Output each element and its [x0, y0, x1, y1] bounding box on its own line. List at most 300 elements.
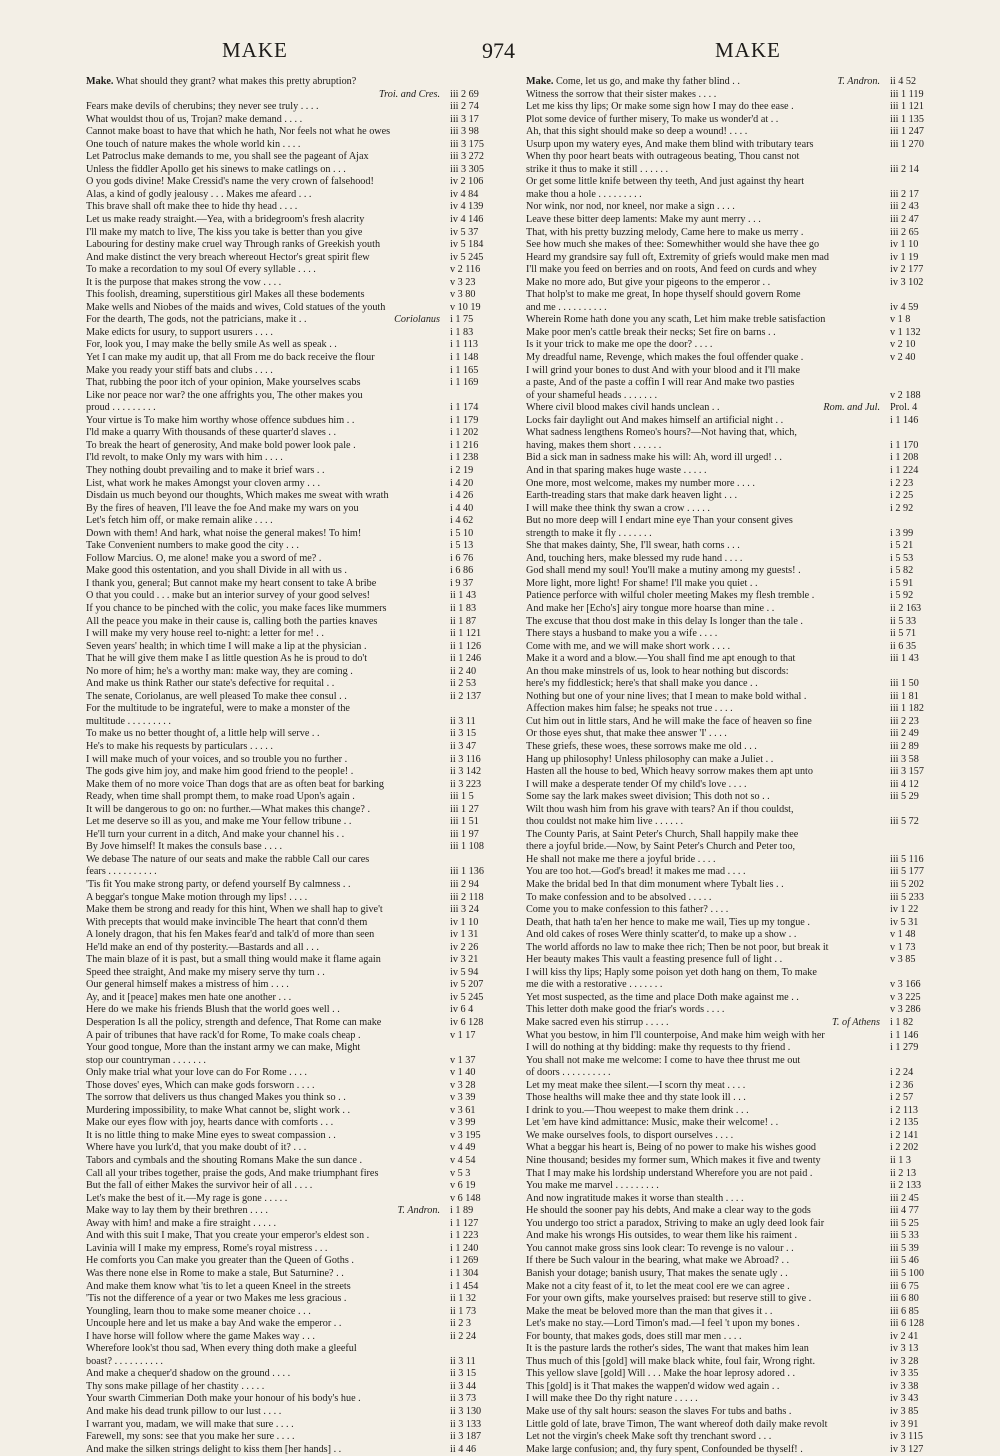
quotation-text: And old cakes of roses Were thinly scatter'd, to make up a show . . [526, 929, 797, 941]
quotation-text: Wilt thou wash him from his grave with tears? An if thou couldst, [526, 803, 794, 815]
concordance-entry [86, 603, 518, 616]
act-scene-line-reference: iii 1 247 [890, 126, 924, 138]
quotation-text: Let's make no stay.—Lord Timon's mad.—I feel 't upon my bones . [526, 1318, 800, 1330]
act-scene-line-reference: iv 3 85 [890, 1405, 919, 1417]
concordance-entry [526, 201, 958, 214]
quotation-text: Locks fair daylight out And makes himself an artificial night . . [526, 414, 784, 426]
quotation-text: Nor wink, nor nod, nor kneel, nor make a sign . . . . [526, 201, 735, 213]
concordance-entry [86, 503, 518, 516]
act-scene-line-reference: ii 3 15 [450, 1368, 477, 1380]
concordance-entry [86, 1381, 518, 1394]
act-scene-line-reference: i 1 304 [450, 1267, 479, 1279]
act-scene-line-reference: iii 1 121 [890, 101, 924, 113]
concordance-entry [86, 1067, 518, 1080]
quotation-text: And in that sparing makes huge waste . . . . . [526, 464, 707, 476]
act-scene-line-reference: v 3 99 [450, 1117, 476, 1129]
concordance-entry [526, 1406, 958, 1419]
act-scene-line-reference: ii 5 71 [890, 628, 917, 640]
concordance-entry [86, 264, 518, 277]
act-scene-line-reference [446, 854, 518, 867]
quotation-text: fears . . . . . . . . . . [86, 866, 157, 878]
act-scene-line-reference: v 4 54 [450, 1155, 476, 1167]
concordance-entry [86, 277, 518, 290]
act-scene-line-reference: iii 4 12 [890, 778, 919, 790]
concordance-entry [526, 452, 958, 465]
act-scene-line-reference: ii 5 33 [890, 615, 917, 627]
quotation-text: What wouldst thou of us, Trojan? make demand . . . . [86, 113, 303, 125]
concordance-entry [526, 929, 958, 942]
concordance-entry [86, 189, 518, 202]
quotation-text: It will be dangerous to go on: no further.—What makes this change? . [86, 803, 371, 815]
act-scene-line-reference: i 3 99 [890, 527, 914, 539]
concordance-entry [526, 1117, 958, 1130]
concordance-entry [526, 565, 958, 578]
quotation-text: Make it a word and a blow.—You shall find me apt enough to that [526, 653, 796, 665]
concordance-entry [86, 716, 518, 729]
act-scene-line-reference: iii 3 58 [890, 753, 919, 765]
act-scene-line-reference: iii 6 85 [890, 1305, 919, 1317]
concordance-entry [86, 879, 518, 892]
concordance-entry [526, 917, 958, 930]
act-scene-line-reference: ii 1 87 [450, 615, 477, 627]
act-scene-line-reference [446, 1343, 518, 1356]
act-scene-line-reference: ii 3 142 [450, 766, 482, 778]
concordance-entry [526, 1205, 958, 1218]
act-scene-line-reference: i 2 202 [890, 1142, 919, 1154]
concordance-entry [526, 967, 958, 980]
act-scene-line-reference [446, 1042, 518, 1055]
concordance-entry [86, 954, 518, 967]
act-scene-line-reference: iv 5 37 [450, 226, 479, 238]
act-scene-line-reference: i 1 240 [450, 1242, 479, 1254]
act-scene-line-reference: iv 3 21 [450, 954, 479, 966]
concordance-entry [526, 252, 958, 265]
quotation-text: It is the pasture lards the rother's sides, The want that makes him lean [526, 1343, 809, 1355]
act-scene-line-reference: i 2 141 [890, 1129, 919, 1141]
quotation-text: Make sacred even his stirrup . . . . . [526, 1017, 669, 1029]
act-scene-line-reference [886, 377, 958, 390]
concordance-entry [526, 126, 958, 139]
concordance-entry [86, 1168, 518, 1181]
quotation-text: Make way to lay them by their brethren . . . . [86, 1205, 268, 1217]
act-scene-line-reference: i 1 279 [890, 1042, 919, 1054]
act-scene-line-reference: i 1 83 [450, 326, 474, 338]
play-title: T. Andron. [837, 76, 880, 87]
act-scene-line-reference: i 2 25 [890, 490, 914, 502]
act-scene-line-reference: iv 5 245 [450, 251, 484, 263]
quotation-text: Yet I can make my audit up, that all From me do back receive the flour [86, 352, 375, 364]
act-scene-line-reference: ii 4 52 [890, 76, 917, 87]
quotation-text: That he will give them make I as little question As he is proud to do't [86, 653, 368, 665]
quotation-text: To make a recordation to my soul Of every syllable . . . . [86, 264, 316, 276]
quotation-text: For your own gifts, make yourselves praised: but reserve still to give . [526, 1293, 812, 1305]
quotation-text: Little gold of late, brave Timon, The want whereof doth daily make revolt [526, 1418, 828, 1430]
quotation-text: Youngling, learn thou to make some meaner choice . . . [86, 1305, 311, 1317]
quotation-text: 'Tis not the difference of a year or two Makes me less gracious . [86, 1293, 347, 1305]
quotation-text: strength to make it fly . . . . . . . [526, 527, 652, 539]
act-scene-line-reference [886, 967, 958, 980]
quotation-text: He's to make his requests by particulars . . . . . [86, 740, 273, 752]
concordance-entry [526, 678, 958, 691]
concordance-entry [526, 641, 958, 654]
quotation-text: multitude . . . . . . . . . [86, 715, 171, 727]
act-scene-line-reference: iii 1 51 [450, 816, 479, 828]
quotation-text: stop our countryman . . . . . . . [86, 1054, 206, 1066]
concordance-entry [86, 1419, 518, 1432]
quotation-text: You undergo too strict a paradox, Striving to make an ugly deed look fair [526, 1217, 825, 1229]
quotation-text: Let Patroclus make demands to me, you shall see the pageant of Ajax [86, 151, 369, 163]
act-scene-line-reference: v 1 40 [450, 1067, 476, 1079]
act-scene-line-reference: iii 2 69 [450, 88, 479, 100]
concordance-entry [526, 1168, 958, 1181]
act-scene-line-reference [886, 666, 958, 679]
act-scene-line-reference: iv 6 4 [450, 1004, 474, 1016]
act-scene-line-reference: iii 2 47 [890, 214, 919, 226]
quotation-text: Usurp upon my watery eyes, And make them blind with tributary tears [526, 138, 814, 150]
concordance-entry [86, 478, 518, 491]
quotation-text: I will make thee Do thy right nature . . . . . [526, 1393, 698, 1405]
concordance-entry [86, 1255, 518, 1268]
concordance-entry [86, 816, 518, 829]
concordance-entry [86, 678, 518, 691]
quotation-text: By the fires of heaven, I'll leave the foe And make my wars on you [86, 502, 359, 514]
act-scene-line-reference: iii 3 175 [450, 138, 484, 150]
quotation-text: The world affords no law to make thee rich; Then be not poor, but break it [526, 941, 829, 953]
act-scene-line-reference: ii 2 24 [450, 1330, 477, 1342]
concordance-entry [86, 741, 518, 754]
act-scene-line-reference: iii 2 65 [890, 226, 919, 238]
act-scene-line-reference: iii 1 270 [890, 138, 924, 150]
act-scene-line-reference: iv 5 207 [450, 979, 484, 991]
act-scene-line-reference: iv 3 115 [890, 1431, 924, 1443]
quotation-text: God shall mend my soul! You'll make a mutiny among my guests! . [526, 565, 801, 577]
quotation-text: Was there none else in Rome to make a stale, But Saturnine? . . [86, 1267, 344, 1279]
concordance-entry [86, 1117, 518, 1130]
concordance-entry [86, 1356, 518, 1369]
quotation-text: These griefs, these woes, these sorrows make me old . . . [526, 740, 757, 752]
quotation-text: Alas, a kind of godly jealousy . . . Makes me afeard . . . [86, 188, 312, 200]
act-scene-line-reference: v 1 37 [450, 1054, 476, 1066]
act-scene-line-reference: iv 2 26 [450, 941, 479, 953]
act-scene-line-reference: ii 3 11 [450, 1355, 476, 1367]
quotation-text: Murdering impossibility, to make What cannot be, slight work . . [86, 1104, 350, 1116]
act-scene-line-reference: iv 4 139 [450, 201, 484, 213]
concordance-entry [526, 829, 958, 842]
act-scene-line-reference: iii 3 17 [450, 113, 479, 125]
act-scene-line-reference: iv 2 177 [890, 264, 924, 276]
act-scene-line-reference: iv 5 94 [450, 966, 479, 978]
act-scene-line-reference: iii 1 97 [450, 828, 479, 840]
concordance-entry [526, 1067, 958, 1080]
act-scene-line-reference: v 6 148 [450, 1192, 481, 1204]
quotation-text: Follow Marcius. O, me alone! make you a sword of me? . [86, 552, 322, 564]
concordance-entry [526, 1155, 958, 1168]
quotation-text: Make. Come, let us go, and make thy father blind . . [526, 76, 740, 87]
concordance-entry [86, 1331, 518, 1344]
concordance-entry [526, 114, 958, 127]
concordance-entry [86, 703, 518, 716]
quotation-text: Make our eyes flow with joy, hearts dance with comforts . . . [86, 1117, 334, 1129]
concordance-entry [86, 590, 518, 603]
concordance-entry [86, 1130, 518, 1143]
concordance-entry [86, 1306, 518, 1319]
concordance-entry [526, 553, 958, 566]
concordance-entry [86, 791, 518, 804]
concordance-entry [86, 1180, 518, 1193]
concordance-entry [86, 553, 518, 566]
quotation-text: And make his dead trunk pillow to our lust . . . . [86, 1405, 282, 1417]
play-title: Troi. and Cres. [379, 88, 440, 100]
act-scene-line-reference: v 2 188 [890, 389, 921, 401]
concordance-entry [86, 151, 518, 164]
quotation-text: Take Convenient numbers to make good the city . . . [86, 540, 299, 552]
quotation-text: The main blaze of it is past, but a small thing would make it flame again [86, 954, 381, 966]
quotation-text: This [gold] is it That makes the wappen'd widow wed again . . [526, 1380, 780, 1392]
act-scene-line-reference: v 3 39 [450, 1092, 476, 1104]
quotation-text: Let my meat make thee silent.—I scorn thy meat . . . . [526, 1079, 746, 1091]
concordance-entry [86, 1030, 518, 1043]
quotation-text: And make them know what 'tis to let a queen Kneel in the streets [86, 1280, 351, 1292]
concordance-entry [86, 101, 518, 114]
concordance-entry [526, 540, 958, 553]
quotation-text: strike it thus to make it still . . . . . . [526, 163, 669, 175]
concordance-entry [86, 427, 518, 440]
quotation-text: Leave these bitter deep laments: Make my aunt merry . . . [526, 214, 761, 226]
quotation-text: Make the bridal bed In that dim monument where Tybalt lies . . [526, 879, 784, 890]
quotation-text: And with this suit I make, That you create your emperor's eldest son . [86, 1230, 370, 1242]
quotation-text: And now ingratitude makes it worse than stealth . . . . [526, 1192, 744, 1204]
act-scene-line-reference: ii 3 15 [450, 728, 477, 740]
concordance-entry [526, 1268, 958, 1281]
act-scene-line-reference: iii 5 233 [890, 891, 924, 903]
act-scene-line-reference: iii 2 14 [890, 163, 919, 175]
concordance-entry [526, 227, 958, 240]
concordance-entry [86, 515, 518, 528]
act-scene-line-reference: ii 1 121 [450, 628, 482, 640]
quotation-text: For bounty, that makes gods, does still mar men . . . . [526, 1330, 742, 1342]
concordance-entry [526, 427, 958, 440]
quotation-text: When thy poor heart beats with outrageous beating, Thou canst not [526, 151, 800, 163]
act-scene-line-reference: ii 3 47 [450, 740, 477, 752]
concordance-entry [526, 1105, 958, 1118]
act-scene-line-reference: i 1 146 [890, 414, 919, 426]
act-scene-line-reference: iv 3 91 [890, 1418, 919, 1430]
concordance-entry [86, 992, 518, 1005]
act-scene-line-reference: i 9 37 [450, 577, 474, 589]
quotation-text: And make us think Rather our state's defective for requital . . [86, 678, 335, 690]
concordance-entry [86, 754, 518, 767]
concordance-entry [86, 766, 518, 779]
quotation-text: Seven years' health; in which time I will make a lip at the physician . [86, 640, 367, 652]
concordance-entry [86, 402, 518, 415]
concordance-entry [526, 841, 958, 854]
act-scene-line-reference: i 6 86 [450, 565, 474, 577]
quotation-text: I warrant you, madam, we will make that sure . . . . [86, 1418, 294, 1430]
act-scene-line-reference [446, 76, 518, 89]
quotation-text: To make confession and to be absolved . . . . . [526, 891, 712, 903]
act-scene-line-reference: iii 5 46 [890, 1255, 919, 1267]
concordance-entry [86, 239, 518, 252]
quotation-text: Let me kiss thy lips; Or make some sign how I may do thee ease . [526, 101, 794, 113]
act-scene-line-reference: i 1 238 [450, 452, 479, 464]
concordance-entry [526, 352, 958, 365]
concordance-entry [86, 1343, 518, 1356]
concordance-entry [86, 1142, 518, 1155]
act-scene-line-reference: i 1 75 [450, 314, 474, 326]
concordance-entry [86, 465, 518, 478]
quotation-text: One more, most welcome, makes my number more . . . . [526, 477, 755, 489]
act-scene-line-reference: i 5 53 [890, 552, 914, 564]
quotation-text: Desperation Is all the policy, strength and defence, That Rome can make [86, 1017, 382, 1029]
quotation-text: Witness the sorrow that their sister makes . . . . [526, 88, 717, 100]
concordance-entry [86, 1230, 518, 1243]
quotation-text: You are too hot.—God's bread! it makes me mad . . . . [526, 866, 746, 878]
act-scene-line-reference: i 1 170 [890, 439, 919, 451]
concordance-entry [86, 641, 518, 654]
quotation-text: make thou a hole . . . . . . . . . [526, 188, 642, 200]
quotation-text: Tabors and cymbals and the shouting Romans Make the sun dance . [86, 1155, 362, 1167]
quotation-text: I drink to you.—Thou weepest to make them drink . . . [526, 1104, 749, 1116]
quotation-text: That, rubbing the poor itch of your opinion, Make yourselves scabs [86, 377, 361, 389]
concordance-entry [86, 1017, 518, 1030]
act-scene-line-reference: iv 4 146 [450, 214, 484, 226]
concordance-entry [86, 628, 518, 641]
quotation-text: Make wells and Niobes of the maids and wives, Cold statues of the youth [86, 301, 386, 313]
concordance-entry [526, 440, 958, 453]
quotation-text: You make me marvel . . . . . . . . . [526, 1180, 659, 1192]
concordance-entry [86, 666, 518, 679]
act-scene-line-reference: ii 3 73 [450, 1393, 477, 1405]
quotation-text: Labouring for destiny make cruel way Through ranks of Greekish youth [86, 239, 381, 251]
concordance-entry [526, 1142, 958, 1155]
concordance-entry [86, 289, 518, 302]
act-scene-line-reference: iv 3 102 [890, 276, 924, 288]
quotation-text: This foolish, dreaming, superstitious girl Makes all these bodements [86, 289, 365, 301]
quotation-text [86, 89, 375, 102]
quotation-text: Nothing but one of your nine lives; that I mean to make bold withal . [526, 690, 807, 702]
quotation-text: A beggar's tongue Make motion through my lips! . . . . [86, 891, 308, 903]
quotation-text: Ay, and it [peace] makes men hate one another . . . [86, 991, 292, 1003]
act-scene-line-reference: i 1 224 [890, 464, 919, 476]
quotation-text: thou couldst not make him live . . . . . . [526, 816, 684, 828]
quotation-text: Plot some device of further misery, To make us wonder'd at . . [526, 113, 779, 125]
concordance-entry [86, 227, 518, 240]
concordance-entry [86, 1155, 518, 1168]
concordance-entry [526, 879, 958, 892]
right-column [526, 76, 958, 1455]
act-scene-line-reference: iv 4 84 [450, 188, 479, 200]
act-scene-line-reference: iv 1 10 [890, 239, 919, 251]
act-scene-line-reference: iii 1 27 [450, 803, 479, 815]
act-scene-line-reference: i 1 174 [450, 402, 479, 414]
quotation-text: a paste, And of the paste a coffin I will rear And make two pasties [526, 377, 795, 389]
act-scene-line-reference [886, 176, 958, 189]
concordance-entry [526, 264, 958, 277]
act-scene-line-reference: v 3 225 [890, 991, 921, 1003]
act-scene-line-reference: i 2 92 [890, 502, 914, 514]
quotation-text: Make good this ostentation, and you shall Divide in all with us . [86, 565, 347, 577]
quotation-text: That holp'st to make me great, In hope thyself should govern Rome [526, 289, 801, 301]
act-scene-line-reference: v 3 28 [450, 1079, 476, 1091]
act-scene-line-reference: iv 3 43 [890, 1393, 919, 1405]
quotation-text: He should the sooner pay his debts, And make a clear way to the gods [526, 1205, 811, 1217]
quotation-text: And, touching hers, make blessed my rude hand . . . . [526, 552, 743, 564]
quotation-text: If there be Such valour in the bearing, what make we Abroad? . . [526, 1255, 790, 1267]
quotation-text: One touch of nature makes the whole world kin . . . . [86, 138, 301, 150]
concordance-entry [526, 1004, 958, 1017]
concordance-entry [526, 1393, 958, 1406]
concordance-entry [86, 942, 518, 955]
quotation-text: By Jove himself! It makes the consuls base . . . . [86, 841, 283, 853]
concordance-entry [86, 352, 518, 365]
quotation-text: Bid a sick man in sadness make his will: Ah, word ill urged! . . [526, 452, 782, 464]
concordance-entry [526, 1243, 958, 1256]
quotation-text: This brave shall oft make thee to hide thy head . . . . [86, 201, 298, 213]
concordance-entry [526, 239, 958, 252]
concordance-entry [526, 1356, 958, 1369]
concordance-entry [526, 1030, 958, 1043]
concordance-entry [86, 1406, 518, 1419]
quotation-text: Her beauty makes This vault a feasting presence full of light . . [526, 954, 783, 966]
quotation-text: Thy sons make pillage of her chastity . . . . . [86, 1380, 265, 1392]
act-scene-line-reference: v 2 40 [890, 352, 916, 364]
act-scene-line-reference: v 3 286 [890, 1004, 921, 1016]
concordance-entry [526, 1042, 958, 1055]
act-scene-line-reference [886, 804, 958, 817]
concordance-entry [86, 779, 518, 792]
play-title: T. of Athens [831, 1017, 880, 1029]
quotation-text: Farewell, my sons: see that you make her sure . . . . [86, 1431, 295, 1443]
quotation-text: And make a chequer'd shadow on the ground . . . . [86, 1368, 291, 1380]
concordance-entry [526, 289, 958, 302]
concordance-entry [526, 703, 958, 716]
quotation-text: Hang up philosophy! Unless philosophy can make a Juliet . . [526, 753, 774, 765]
act-scene-line-reference: v 3 195 [450, 1129, 481, 1141]
concordance-entry [526, 89, 958, 102]
act-scene-line-reference: v 10 19 [450, 301, 481, 313]
concordance-entry [526, 804, 958, 817]
concordance-entry [526, 1444, 958, 1456]
concordance-entry [86, 327, 518, 340]
quotation-text: The senate, Coriolanus, are well pleased To make thee consul . . [86, 690, 347, 702]
act-scene-line-reference: v 1 73 [890, 941, 916, 953]
concordance-entry [86, 904, 518, 917]
concordance-entry [86, 1042, 518, 1055]
act-scene-line-reference: iii 3 157 [890, 766, 924, 778]
quotation-text: But the fall of either Makes the survivor heir of all . . . . [86, 1180, 313, 1192]
concordance-entry [86, 490, 518, 503]
quotation-text: And make distinct the very breach whereout Hector's great spirit flew [86, 251, 370, 263]
act-scene-line-reference: iii 2 17 [890, 188, 919, 200]
quotation-text: Come with me, and we will make short work . . . . [526, 640, 730, 652]
quotation-text: They nothing doubt prevailing and to make it brief wars . . [86, 464, 325, 476]
quotation-text: No more of him; he's a worthy man: make way, they are coming . [86, 665, 353, 677]
act-scene-line-reference: i 1 148 [450, 352, 479, 364]
concordance-entry [526, 402, 958, 415]
concordance-entry [526, 176, 958, 189]
concordance-entry [526, 151, 958, 164]
quotation-text: boast? . . . . . . . . . . [86, 1355, 163, 1367]
act-scene-line-reference: ii 2 137 [450, 690, 482, 702]
act-scene-line-reference: ii 3 133 [450, 1418, 482, 1430]
act-scene-line-reference: ii 3 187 [450, 1431, 482, 1443]
quotation-text: Where have you lurk'd, that you make doubt of it? . . . [86, 1142, 307, 1154]
act-scene-line-reference: ii 3 116 [450, 753, 481, 765]
concordance-entry [526, 741, 958, 754]
quotation-text: Let's fetch him off, or make remain alike . . . . [86, 515, 273, 527]
quotation-text: Make poor men's cattle break their necks; Set fire on barns . . [526, 326, 776, 338]
act-scene-line-reference: i 1 216 [450, 439, 479, 451]
